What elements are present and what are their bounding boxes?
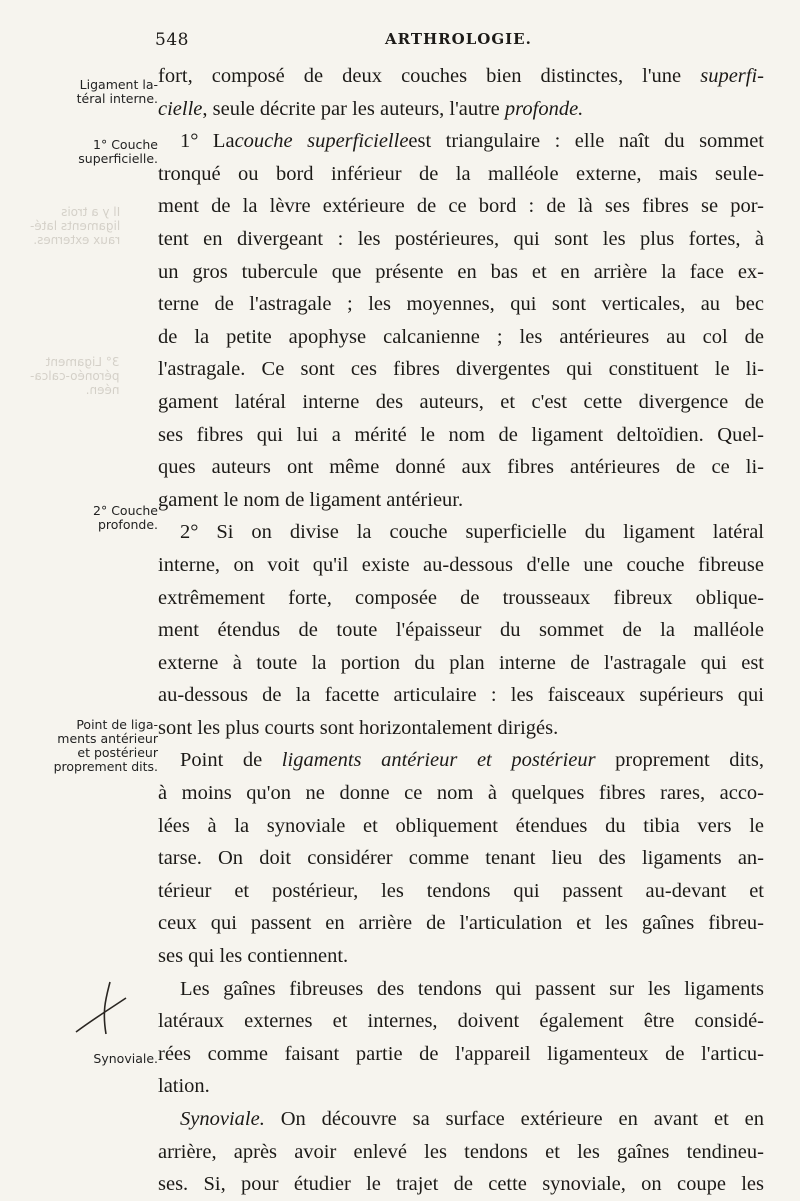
text-line: arrière, après avoir enlevé les tendons et les gaînes tendineu- xyxy=(158,1140,764,1163)
text-line: 2° Si on divise la couche superficielle du ligament latéral xyxy=(180,521,764,544)
text-line: externe à toute la portion du plan interne de l'astragale qui est xyxy=(158,651,764,674)
bleed-through: 3° Ligament péronéo-calca- néen. xyxy=(30,355,120,397)
text-italic: cielle xyxy=(158,97,203,120)
margin-note-ligament-lateral xyxy=(28,78,158,106)
text-line: ment de la lèvre extérieure de ce bord : de là ses fibres se por- xyxy=(158,195,764,218)
text-line: lation. xyxy=(158,1075,210,1098)
text-line: ses qui les contiennent. xyxy=(158,945,349,968)
text-run: est triangulaire : elle naît du sommet xyxy=(408,130,764,153)
handwritten-cross-mark xyxy=(72,980,132,1036)
margin-note-couche-superficielle xyxy=(28,138,158,166)
text-line: extrêmement forte, composée de trousseaux fibreux oblique- xyxy=(158,586,764,609)
margin-note-line: profonde. xyxy=(97,517,158,532)
text-line: ses fibres qui lui a mérité le nom de ligament deltoïdien. Quel- xyxy=(158,423,764,446)
text-line: interne, on voit qu'il existe au-dessous d'elle une couche fibreuse xyxy=(158,553,764,576)
text-italic: ligaments antérieur et postérieur xyxy=(281,749,596,772)
text-run: fort, composé de deux couches bien distinctes, l'une xyxy=(158,65,682,87)
margin-note-line: 1° Couche xyxy=(93,137,158,152)
margin-note-line: téral interne. xyxy=(76,91,158,106)
margin-note-line: et postérieur xyxy=(77,745,158,760)
text-line: sont les plus courts sont horizontalement dirigés. xyxy=(158,716,559,739)
page-number: 548 xyxy=(155,30,189,50)
text-line xyxy=(158,1103,764,1136)
text-italic: superfi- xyxy=(700,65,764,87)
text-line: ment étendus de toute l'épaisseur du sommet de la malléole xyxy=(158,619,764,642)
text-line: ses. Si, pour étudier le trajet de cette synoviale, on coupe les xyxy=(158,1173,764,1196)
text-line: gament latéral interne des auteurs, et c'est cette divergence de xyxy=(158,390,764,413)
margin-note-line: Point de liga- xyxy=(76,717,158,732)
margin-note-point-ligaments xyxy=(28,718,158,774)
text-line: lées à la synoviale et obliquement étendues du tibia vers le xyxy=(158,814,764,837)
text-run: , seule décrite par les auteurs, l'autre xyxy=(202,97,500,120)
margin-note-couche-profonde xyxy=(28,504,158,532)
text-line: tarse. On doit considérer comme tenant lieu des ligaments an- xyxy=(158,847,764,870)
text-line xyxy=(158,93,764,126)
text-italic: profonde. xyxy=(504,97,584,120)
text-run: On découvre sa surface extérieure en avant et en xyxy=(280,1108,765,1130)
text-italic: Synoviale. xyxy=(180,1108,265,1130)
text-line xyxy=(158,125,764,158)
running-title: ARTHROLOGIE. xyxy=(385,30,532,48)
text-run: proprement dits, xyxy=(615,749,764,772)
text-line: un gros tubercule que présente en bas et en arrière la face ex- xyxy=(158,260,764,283)
text-line: ceux qui passent en arrière de l'articulation et les gaînes fibreu- xyxy=(158,912,764,935)
text-line: latéraux externes et internes, doivent également être considé- xyxy=(158,1010,764,1033)
text-line xyxy=(158,744,764,777)
margin-note-line: proprement dits. xyxy=(53,759,158,774)
text-line: térieur et postérieur, les tendons qui passent au-devant et xyxy=(158,879,764,902)
text-line xyxy=(158,60,764,93)
text-line: terne de l'astragale ; les moyennes, qui sont verticales, au bec xyxy=(158,293,764,316)
text-line: gament le nom de ligament antérieur. xyxy=(158,488,464,511)
margin-note-line: Synoviale. xyxy=(93,1051,158,1066)
text-run: 1° La xyxy=(180,130,235,153)
text-line: tronqué ou bord inférieur de la malléole externe, mais seule- xyxy=(158,162,764,185)
margin-note-line: superficielle. xyxy=(78,151,158,166)
text-line: au-dessous de la facette articulaire : les faisceaux supérieurs qui xyxy=(158,684,764,707)
margin-note-line: 2° Couche xyxy=(93,503,158,518)
margin-note-synoviale xyxy=(28,1052,158,1066)
text-line: rées comme faisant partie de l'appareil ligamenteux de l'articu- xyxy=(158,1042,764,1065)
text-line: à moins qu'on ne donne ce nom à quelques fibres rares, acco- xyxy=(158,782,764,805)
text-run: Point de xyxy=(180,749,263,772)
text-line: Les gaînes fibreuses des tendons qui passent sur les ligaments xyxy=(180,977,764,1000)
margin-note-line: Ligament la- xyxy=(79,77,158,92)
text-line: ques auteurs ont même donné aux fibres antérieures de ce li- xyxy=(158,456,764,479)
text-italic: couche superficielle xyxy=(234,130,409,153)
text-line: l'astragale. Ce sont ces fibres divergentes qui constituent le li- xyxy=(158,358,764,381)
main-text xyxy=(158,60,764,1201)
text-line: tent en divergeant : les postérieures, qui sont les plus fortes, à xyxy=(158,227,764,250)
bleed-through: Il y a trois ligaments laté- raux externes. xyxy=(30,205,121,247)
margin-note-line: ments antérieur xyxy=(57,731,158,746)
text-line: de la petite apophyse calcanienne ; les antérieures au col de xyxy=(158,325,764,348)
